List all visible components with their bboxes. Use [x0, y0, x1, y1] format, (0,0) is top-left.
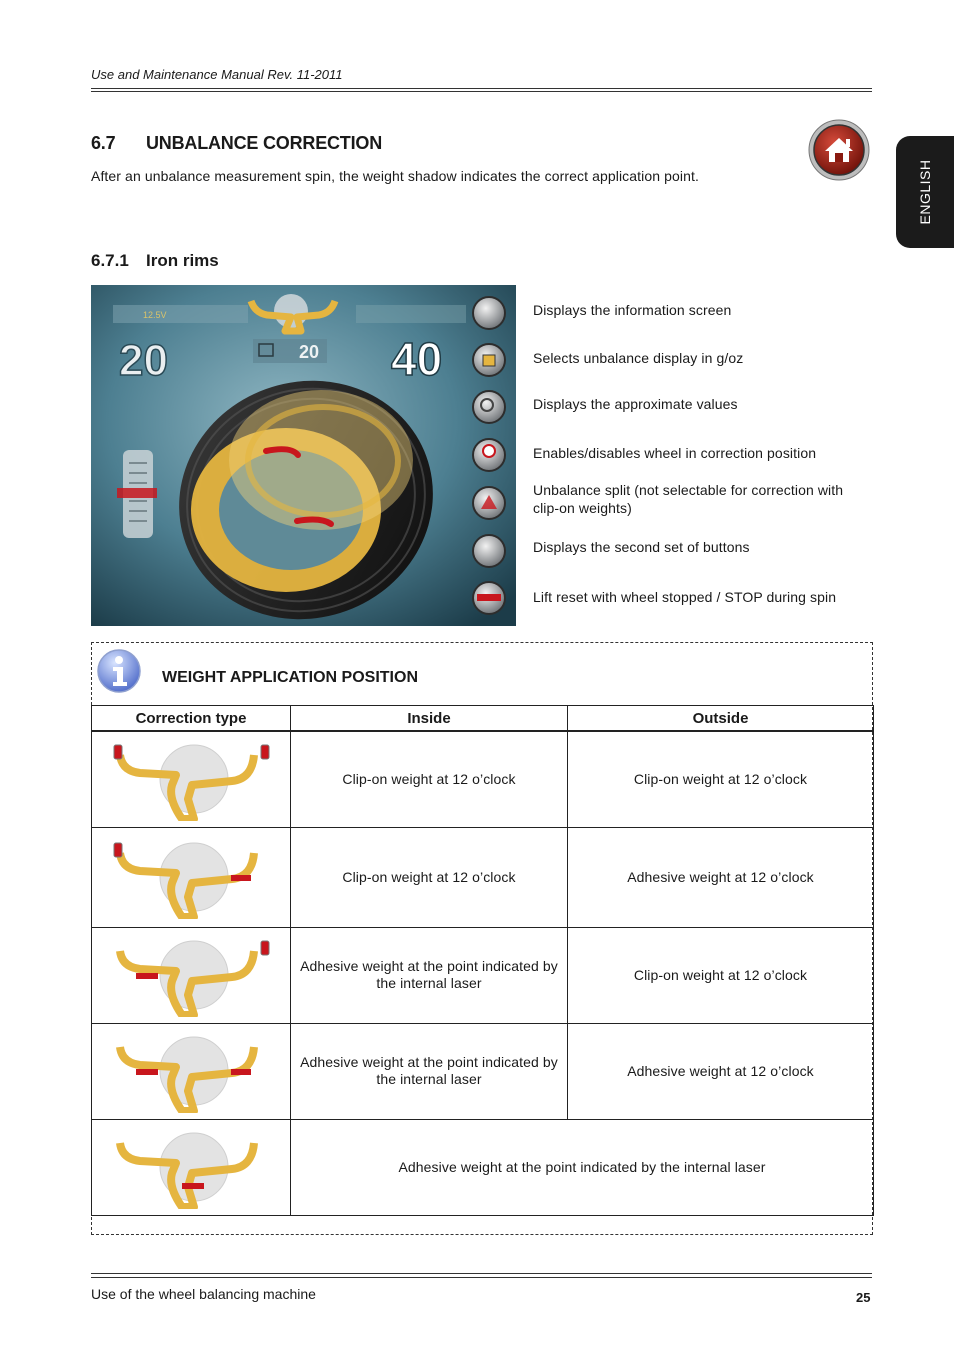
col-inside: Inside [291, 706, 568, 732]
home-icon [808, 119, 870, 181]
table-row [92, 927, 874, 1023]
cell-outside: Adhesive weight at 12 o’clock [568, 827, 874, 927]
rim-diagram-clip-adhesive [92, 827, 291, 927]
col-correction-type: Correction type [92, 706, 291, 732]
rim-diagram-clip-clip [92, 731, 291, 827]
desc-info-screen: Displays the information screen [533, 302, 732, 318]
col-outside: Outside [568, 706, 874, 732]
cell-outside: Adhesive weight at 12 o’clock [568, 1023, 874, 1119]
info-icon [97, 649, 141, 693]
desc-correction-position: Enables/disables wheel in correction position [533, 445, 817, 461]
header-rule-2 [91, 91, 872, 92]
static-value: 20 [299, 342, 320, 362]
footer-chapter: Use of the wheel balancing machine [91, 1286, 316, 1302]
note-title: WEIGHT APPLICATION POSITION [162, 669, 418, 686]
desc-approx-values: Displays the approximate values [533, 396, 738, 412]
page-number: 25 [856, 1290, 871, 1305]
screen-small-label: 12.5V [143, 310, 167, 320]
section-intro: After an unbalance measurement spin, the weight shadow indicates the correct application point. [91, 168, 699, 184]
rim-diagram-adhesive-adhesive [92, 1023, 291, 1119]
cell-inside: Adhesive weight at the point indicated by the internal laser [291, 1023, 568, 1119]
rim-diagram-adhesive-hidden [92, 1119, 291, 1215]
cell-inside: Adhesive weight at the point indicated by the internal laser [291, 927, 568, 1023]
weight-application-table [91, 705, 874, 1216]
header-rule [91, 88, 872, 89]
desc-lift-reset: Lift reset with wheel stopped / STOP during spin [533, 589, 837, 605]
table-row [92, 827, 874, 927]
desc-second-buttons: Displays the second set of buttons [533, 539, 750, 555]
table-row [92, 1119, 874, 1215]
table-row [92, 1023, 874, 1119]
cell-inside: Clip-on weight at 12 o’clock [291, 731, 568, 827]
rim-diagram-adhesive-clip [92, 927, 291, 1023]
desc-g-oz: Selects unbalance display in g/oz [533, 350, 744, 366]
outside-unbalance-value: 40 [391, 333, 443, 385]
balancer-screen-image [91, 285, 516, 626]
section-title: UNBALANCE CORRECTION [146, 133, 382, 153]
subsection-number: 6.7.1 [91, 251, 129, 270]
inside-unbalance-value: 20 [119, 336, 168, 385]
cell-both: Adhesive weight at the point indicated by the internal laser [291, 1119, 874, 1215]
manual-title: Use and Maintenance Manual Rev. 11-2011 [91, 67, 343, 82]
language-tab: ENGLISH [896, 136, 954, 248]
cell-inside: Clip-on weight at 12 o’clock [291, 827, 568, 927]
footer-rule [91, 1273, 872, 1274]
footer-rule-2 [91, 1277, 872, 1278]
section-number: 6.7 [91, 133, 116, 153]
table-row [92, 731, 874, 827]
subsection-title: Iron rims [146, 251, 219, 270]
desc-unbalance-split: Unbalance split (not selectable for correction with clip-on weights) [533, 482, 844, 516]
cell-outside: Clip-on weight at 12 o’clock [568, 731, 874, 827]
cell-outside: Clip-on weight at 12 o’clock [568, 927, 874, 1023]
